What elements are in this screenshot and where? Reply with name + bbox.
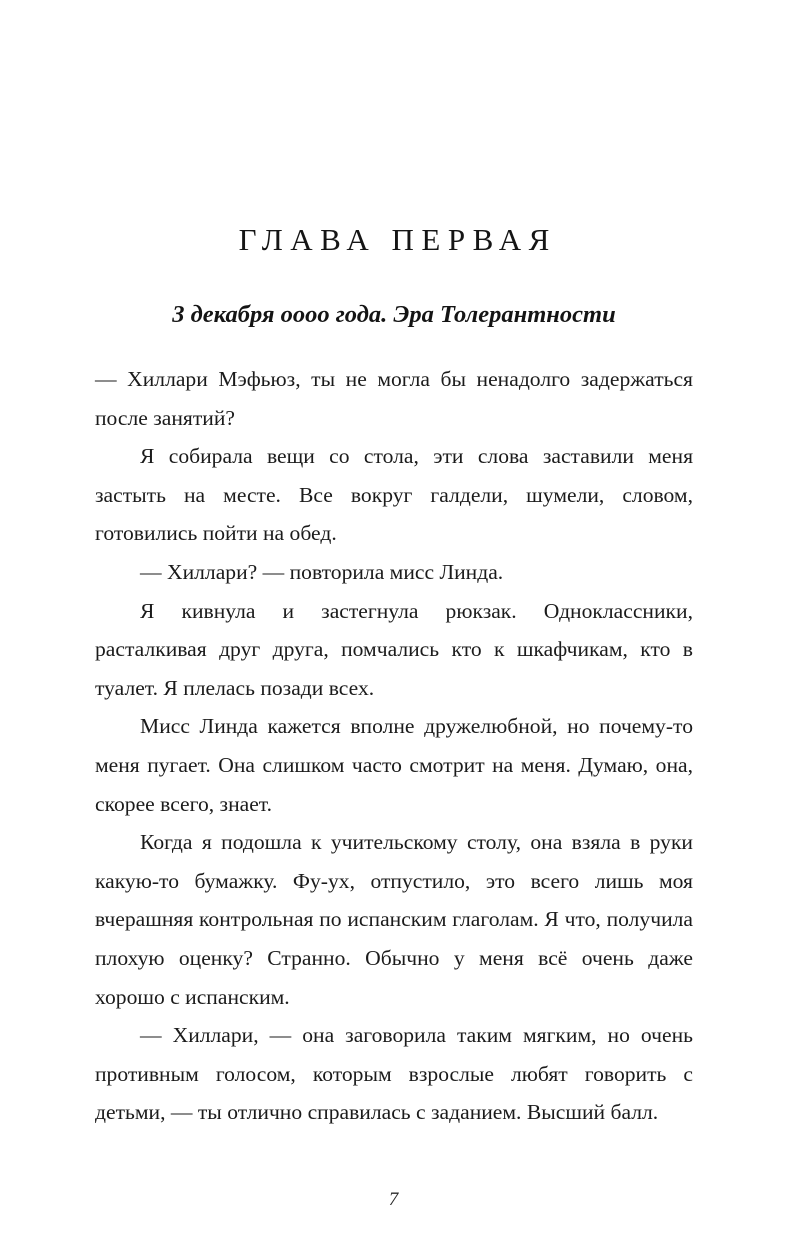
paragraph: — Хиллари? — повторила мисс Линда. — [140, 560, 504, 584]
paragraph: Я собирала вещи со стола, эти слова заставили меня застыть на месте. Все вокруг галдели, шумели, словом, готовились пойти на обед. — [95, 444, 693, 546]
chapter-title: ГЛАВА ПЕРВАЯ — [238, 222, 557, 257]
body-text — [95, 329, 693, 1132]
chapter-subtitle: 3 декабря оооо года. Эра Толерантности — [172, 300, 616, 328]
paragraph: — Хиллари Мэфьюз, ты не могла бы ненадолго задержаться после занятий? — [95, 367, 693, 430]
text-column — [95, 0, 693, 1132]
paragraph: Когда я подошла к учительскому столу, она взяла в руки какую-то бумажку. Фу-ух, отпустило, это всего лишь моя вчерашняя контрольная по испанским глаголам. Я что, получила плохую оценку? Странно. Обычно у меня всё очень даже хорошо с испанским. — [95, 830, 693, 1009]
paragraph: Мисс Линда кажется вполне дружелюбной, но почему-то меня пугает. Она слишком часто смотрит на меня. Думаю, она, скорее всего, знает. — [95, 714, 693, 816]
paragraph: — Хиллари, — она заговорила таким мягким, но очень противным голосом, которым взрослые любят говорить с детьми, — ты отлично справилась с заданием. Высший балл. — [95, 1023, 693, 1125]
paragraph: Я кивнула и застегнула рюкзак. Одноклассники, расталкивая друг друга, помчались кто к шкафчикам, кто в туалет. Я плелась позади всех. — [95, 598, 693, 700]
page-number: 7 — [388, 1189, 399, 1210]
